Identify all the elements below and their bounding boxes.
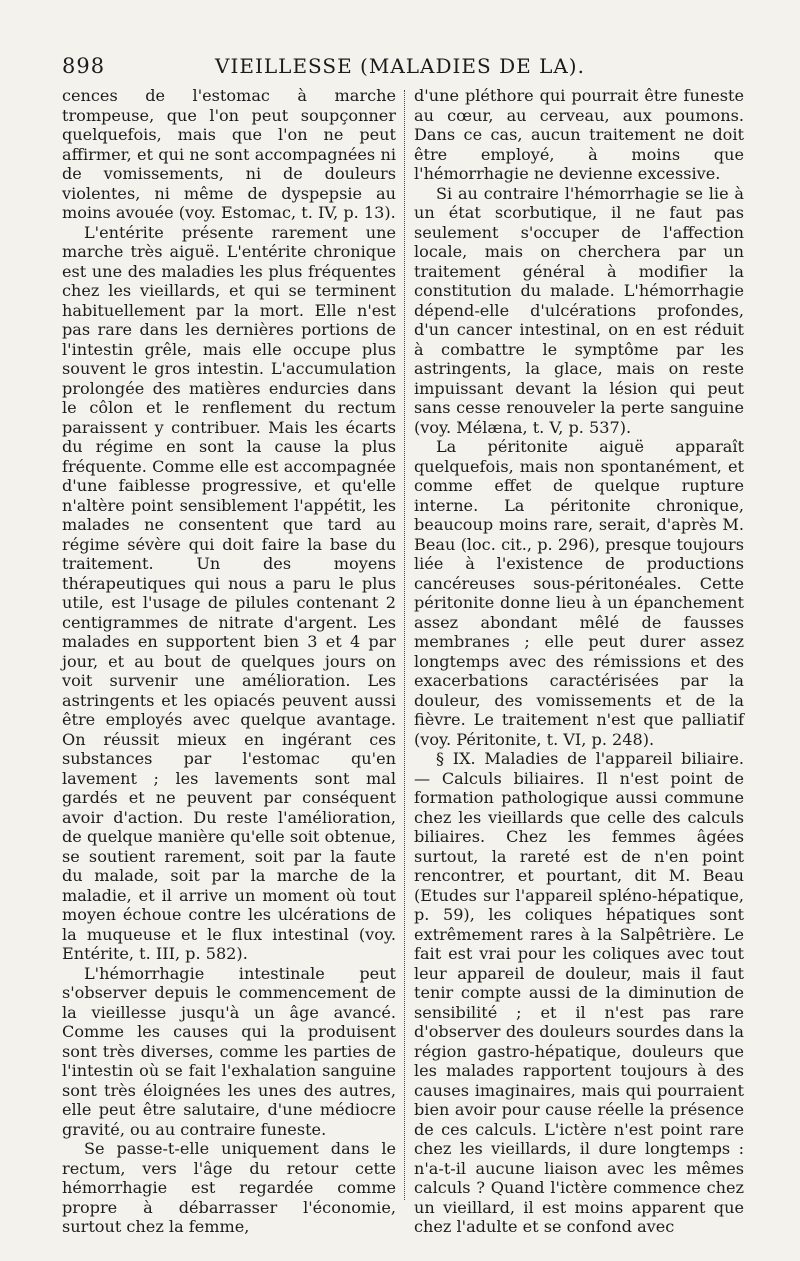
left-paragraph-2: L'entérite présente rarement une marche très aiguë. L'entérite chronique est une des maladies les plus fréquentes chez les vieillards, et qui se terminent habituellement par la mort. Elle n'est pas rare dans les dernières portions de l'intestin grêle, mais elle occupe plus souvent le gros intestin. L'accumulation prolongée des matières endurcies dans le côlon et le renflement du rectum paraissent y contribuer. Mais les écarts du régime en sont la cause la plus fréquente. Comme elle est accompagnée d'une faiblesse progressive, et qu'elle n'altère point sensiblement l'appétit, les malades ne consentent que tard au régime sévère qui doit faire la base du traitement. Un des moyens thérapeutiques qui nous a paru le plus utile, est l'usage de pilules contenant 2 centigrammes de nitrate d'argent. Les malades en supportent bien 3 et 4 par jour, et au bout de quelques jours on voit survenir une amélioration. Les astringents et les opiacés peuvent aussi être employés avec quelque avantage. On réussit mieux en ingérant ces substances par l'estomac qu'en lavement ; les lavements sont mal gardés et ne peuvent par conséquent avoir d'action. Du reste l'amélioration, de quelque manière qu'elle soit obtenue, se soutient rarement, soit par la faute du malade, soit par la marche de la maladie, et il arrive un moment où tout moyen échoue contre les ulcérations de la muqueuse et le flux intestinal (voy. Entérite, t. III, p. 582). [62, 222, 396, 963]
running-title: VIEILLESSE (MALADIES DE LA). [215, 54, 585, 78]
right-paragraph-3: La péritonite aiguë apparaît quelquefois, mais non spontanément, et comme effet de quelque rupture interne. La péritonite chronique, beaucoup moins rare, serait, d'après M. Beau (loc. cit., p. 296), presque toujours liée à l'existence de productions cancéreuses sous-péritonéales. Cette péritonite donne lieu à un épanchement assez abondant mêlé de fausses membranes ; elle peut durer assez longtemps avec des rémissions et des exacerbations caractérisées par la douleur, des vomissements et de la fièvre. Le traitement n'est que palliatif (voy. Péritonite, t. VI, p. 248). [414, 437, 744, 749]
right-column [414, 86, 744, 1237]
right-paragraph-4: § IX. Maladies de l'appareil biliaire. — Calculs biliaires. Il n'est point de formation pathologique aussi commune chez les vieillards que celle des calculs biliaires. Chez les femmes âgées surtout, la rareté est de n'en point rencontrer, et pourtant, dit M. Beau (Etudes sur l'appareil spléno-hépatique, p. 59), les coliques hépatiques sont extrêmement rares à la Salpêtrière. Le fait est vrai pour les coliques avec tout leur appareil de douleur, mais il faut tenir compte aussi de la diminution de sensibilité ; et il n'est pas rare d'observer des douleurs sourdes dans la région gastro-hépatique, douleurs que les malades rapportent toujours à des causes imaginaires, mais qui pourraient bien avoir pour cause réelle la présence de ces calculs. L'ictère n'est point rare chez les vieillards, il dure longtemps : n'a-t-il aucune liaison avec les mêmes calculs ? Quand l'ictère commence chez un vieillard, il est moins apparent que chez l'adulte et se confond avec [414, 749, 744, 1236]
left-paragraph-4: Se passe-t-elle uniquement dans le rectum, vers l'âge du retour cette hémorrhagie est regardée comme propre à débarrasser l'économie, surtout chez la femme, [62, 1139, 396, 1236]
right-paragraph-1: d'une pléthore qui pourrait être funeste au cœur, au cerveau, aux poumons. Dans ce cas, aucun traitement ne doit être employé, à moins que l'hémorrhagie ne devienne excessive. [414, 86, 744, 183]
left-paragraph-3: L'hémorrhagie intestinale peut s'observer depuis le commencement de la vieillesse jusqu'à un âge avancé. Comme les causes qui la produisent sont très diverses, comme les parties de l'intestin où se fait l'exhalation sanguine sont très éloignées les unes des autres, elle peut être salutaire, d'une médiocre gravité, ou au contraire funeste. [62, 963, 396, 1139]
right-paragraph-2: Si au contraire l'hémorrhagie se lie à un état scorbutique, il ne faut pas seulement s'occuper de l'affection locale, mais on cherchera par un traitement général à modifier la constitution du malade. L'hémorrhagie dépend-elle d'ulcérations profondes, d'un cancer intestinal, on en est réduit à combattre le symptôme par les astringents, la glace, mais on reste impuissant devant la lésion qui peut sans cesse renouveler la perte sanguine (voy. Mélæna, t. V, p. 537). [414, 183, 744, 437]
left-column [62, 86, 396, 1237]
left-paragraph-1: cences de l'estomac à marche trompeuse, que l'on peut soupçonner quelquefois, mais que l'on ne peut affirmer, et qui ne sont accompagnées ni de vomissements, ni de douleurs violentes, ni même de dyspepsie au moins avouée (voy. Estomac, t. IV, p. 13). [62, 86, 396, 222]
page-header [62, 54, 738, 84]
column-divider [404, 90, 405, 1200]
page-number: 898 [62, 54, 106, 78]
